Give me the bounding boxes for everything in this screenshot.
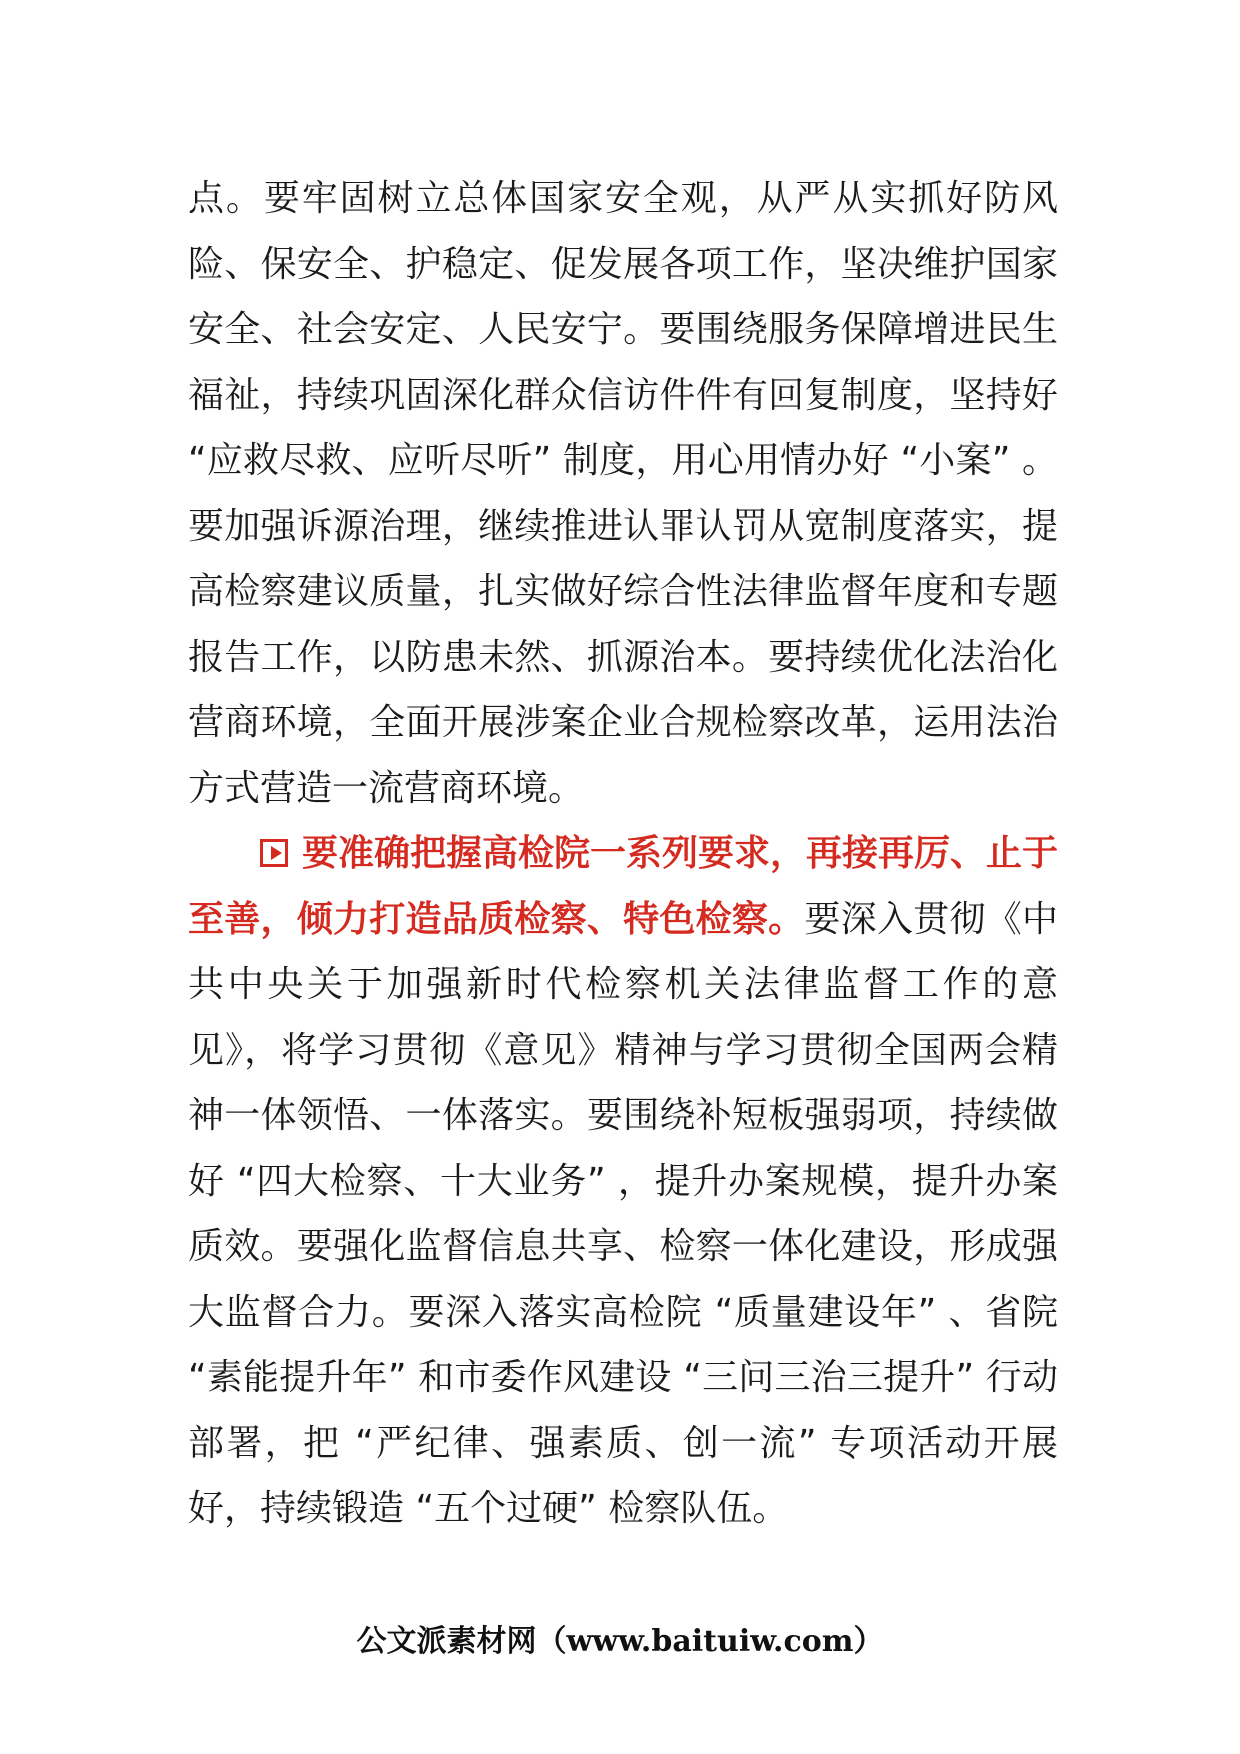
document-body	[188, 166, 1058, 1542]
play-icon	[260, 839, 288, 867]
footer-watermark: 公文派素材网（www.baituiw.com）	[356, 1624, 884, 1659]
paragraph-2-body: 要深入贯彻《中共中央关于加强新时代检察机关法律监督工作的意见》，将学习贯彻《意见》精神与学习贯彻全国两会精神一体领悟、一体落实。要围绕补短板强弱项，持续做好 “四大检察、十大业务” ，提升办案规模，提升办案质效。要强化监督信息共享、检察一体化建设，形成强大监督合力。要深入落实高检院 “质量建设年” 、省院 “素能提升年” 和市委作风建设 “三问三治三提升” 行动部署，把 “严纪律、强素质、创一流” 专项活动开展好，持续锻造 “五个过硬” 检察队伍。	[188, 898, 1058, 1529]
paragraph-1: 点。要牢固树立总体国家安全观，从严从实抓好防风险、保安全、护稳定、促发展各项工作，坚决维护国家安全、社会安定、人民安宁。要围绕服务保障增进民生福祉，持续巩固深化群众信访件件有回复制度，坚持好 “应救尽救、应听尽听” 制度，用心用情办好 “小案” 。要加强诉源治理，继续推进认罪认罚从宽制度落实，提高检察建议质量，扎实做好综合性法律监督年度和专题报告工作，以防患未然、抓源治本。要持续优化法治化营商环境，全面开展涉案企业合规检察改革，运用法治方式营造一流营商环境。	[188, 178, 1058, 809]
paragraph-2	[188, 821, 1058, 1542]
paragraph-2-heading: 要准确把握高检院一系列要求，再接再厉、止于至善，倾力打造品质检察、特色检察。	[188, 833, 1059, 940]
